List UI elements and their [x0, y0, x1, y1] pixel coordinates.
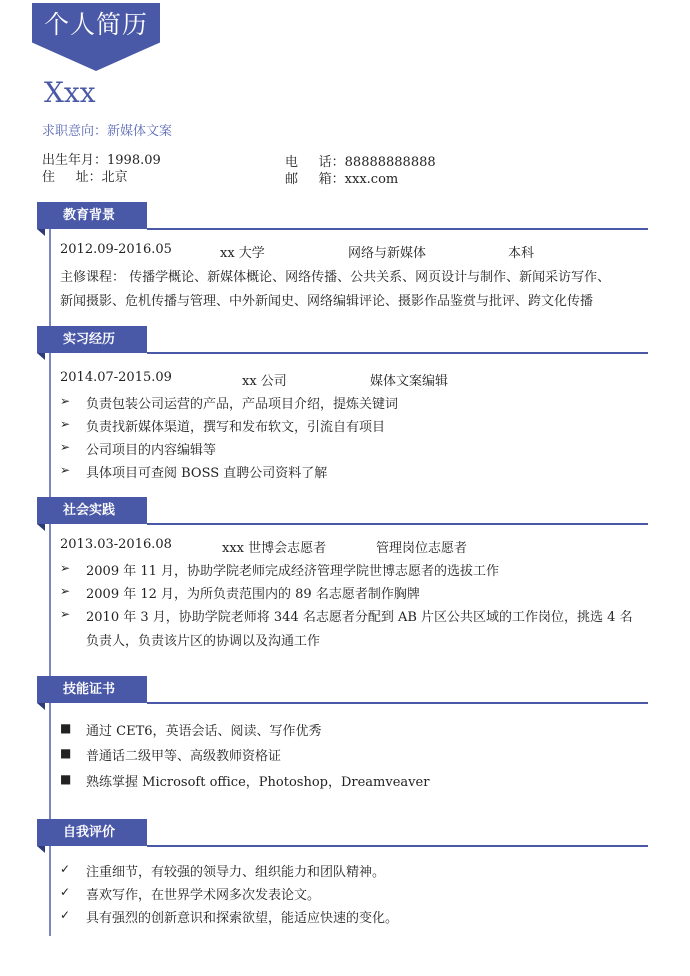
checkmark-icon: ✓	[60, 885, 71, 899]
intern-item: 负责包装公司运营的产品，产品项目介绍，提炼关键词	[86, 397, 399, 412]
edu-degree: 本科	[508, 246, 535, 261]
skill-item: 熟练掌握 Microsoft office，Photoshop，Dreamveaver	[86, 775, 430, 790]
section-title-skills: 技能证书	[37, 676, 147, 703]
section-divider	[147, 352, 648, 354]
intern-item: 具体项目可查阅 BOSS 直聘公司资料了解	[86, 466, 328, 481]
address: 住 址：北京	[42, 170, 128, 185]
banner-title: 个人简历	[43, 10, 148, 39]
social-org: xxx 世博会志愿者	[222, 541, 327, 556]
skill-item: 通过 CET6，英语会话、阅读、写作优秀	[86, 724, 322, 739]
social-item: 2009 年 12 月，为所负责范围内的 89 名志愿者制作胸牌	[86, 587, 420, 602]
candidate-name: Xxx	[44, 76, 96, 109]
social-period: 2013.03-2016.08	[60, 537, 172, 552]
edu-courses-line2: 新闻摄影、危机传播与管理、中外新闻史、网络编辑评论、摄影作品鉴赏与批评、跨文化传播	[60, 294, 594, 309]
arrow-bullet-icon: ➢	[60, 417, 71, 431]
section-title-internship: 实习经历	[37, 326, 147, 353]
section-title-self-eval: 自我评价	[37, 819, 147, 846]
section-fold	[37, 524, 45, 531]
phone: 电 话：88888888888	[285, 155, 436, 170]
skill-item: 普通话二级甲等、高级教师资格证	[86, 749, 282, 764]
square-bullet-icon: ■	[60, 721, 72, 735]
self-eval-item: 喜欢写作，在世界学术网多次发表论文。	[86, 888, 321, 903]
social-item: 2009 年 11 月，协助学院老师完成经济管理学院世博志愿者的选拔工作	[86, 564, 500, 579]
intern-item: 公司项目的内容编辑等	[86, 443, 217, 458]
square-bullet-icon: ■	[60, 746, 72, 760]
self-eval-item: 注重细节，有较强的领导力、组织能力和团队精神。	[86, 865, 386, 880]
intern-item: 负责找新媒体渠道，撰写和发布软文，引流自有项目	[86, 420, 386, 435]
arrow-bullet-icon: ➢	[60, 463, 71, 477]
arrow-bullet-icon: ➢	[60, 440, 71, 454]
arrow-bullet-icon: ➢	[60, 561, 71, 575]
edu-courses-line1: 主修课程： 传播学概论、新媒体概论、网络传播、公共关系、网页设计与制作、新闻采访写作、	[60, 270, 611, 285]
section-divider	[147, 702, 648, 704]
intern-period: 2014.07-2015.09	[60, 370, 172, 385]
social-item: 2010 年 3 月，协助学院老师将 344 名志愿者分配到 AB 片区公共区域的工作岗位，挑选 4 名	[86, 610, 633, 625]
job-intention: 求职意向：新媒体文案	[42, 124, 173, 139]
edu-school: xx 大学	[220, 246, 265, 261]
section-title-social: 社会实践	[37, 497, 147, 524]
social-role: 管理岗位志愿者	[376, 541, 468, 556]
section-fold	[37, 703, 45, 710]
arrow-bullet-icon: ➢	[60, 584, 71, 598]
birth-date: 出生年月：1998.09	[42, 153, 161, 168]
intern-role: 媒体文案编辑	[370, 374, 449, 389]
self-eval-item: 具有强烈的创新意识和探索欲望，能适应快速的变化。	[86, 911, 399, 926]
edu-major: 网络与新媒体	[348, 246, 427, 261]
square-bullet-icon: ■	[60, 772, 72, 786]
section-fold	[37, 353, 45, 360]
social-item-continuation: 负责人，负责该片区的协调以及沟通工作	[86, 634, 321, 649]
section-divider	[147, 523, 648, 525]
section-fold	[37, 846, 45, 853]
intern-company: xx 公司	[242, 374, 287, 389]
arrow-bullet-icon: ➢	[60, 394, 71, 408]
section-title-education: 教育背景	[37, 202, 147, 229]
arrow-bullet-icon: ➢	[60, 607, 71, 621]
section-divider	[147, 228, 648, 230]
checkmark-icon: ✓	[60, 862, 71, 876]
section-divider	[147, 845, 648, 847]
section-fold	[37, 229, 45, 236]
checkmark-icon: ✓	[60, 908, 71, 922]
edu-period: 2012.09-2016.05	[60, 242, 172, 257]
email: 邮 箱：xxx.com	[285, 172, 399, 187]
